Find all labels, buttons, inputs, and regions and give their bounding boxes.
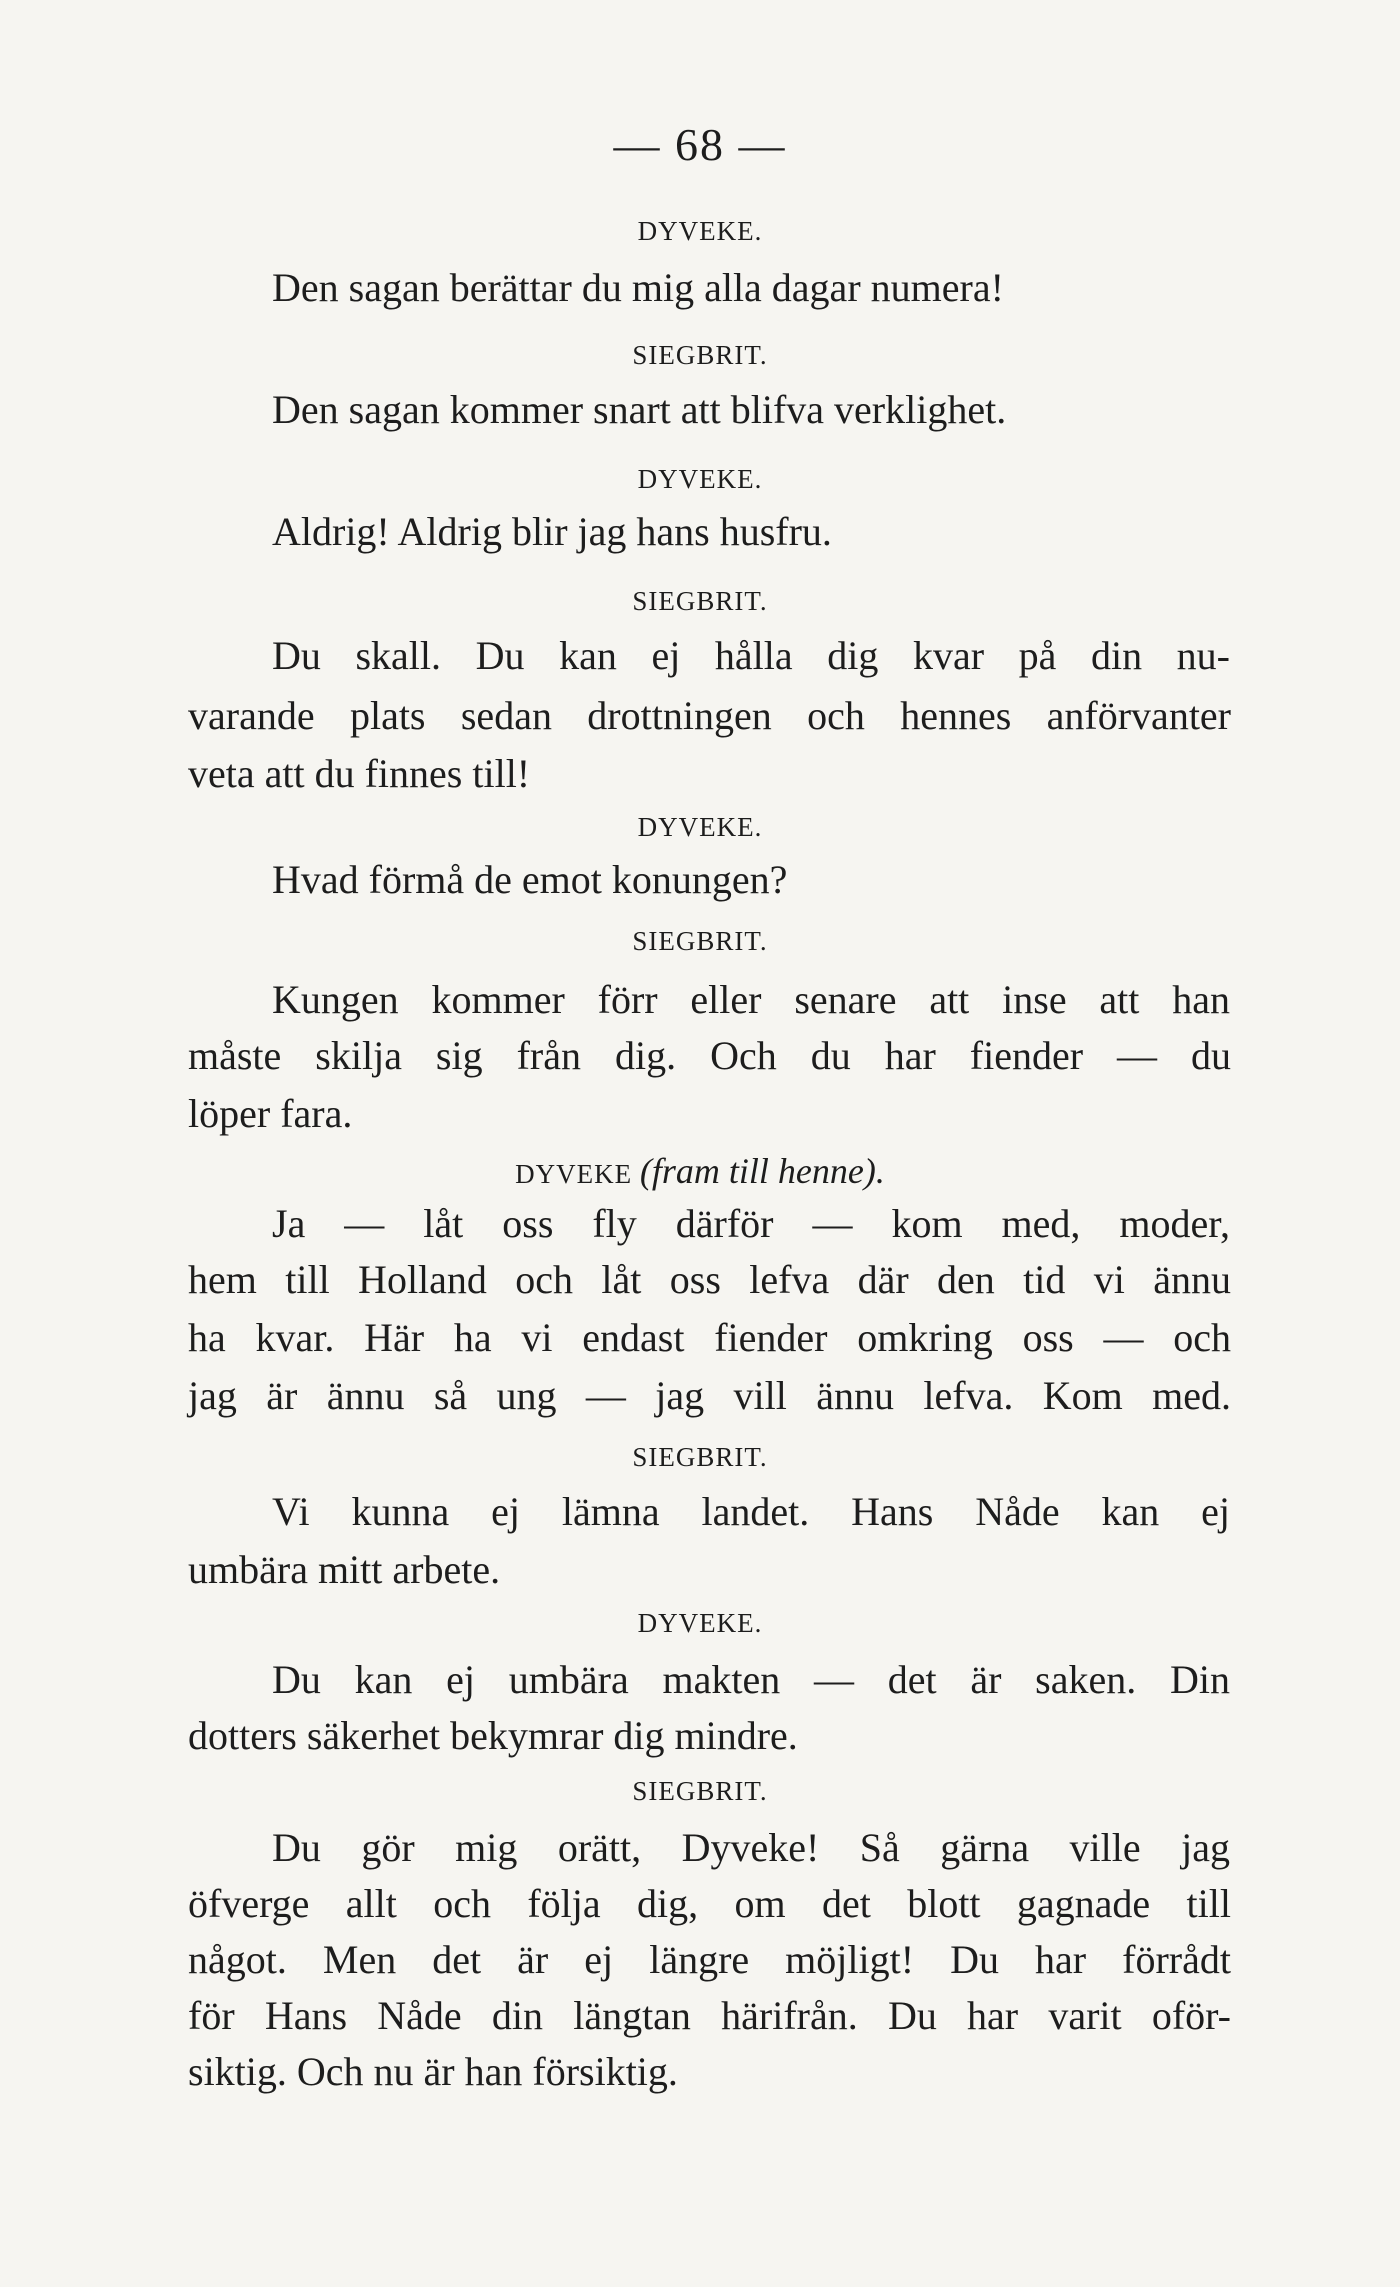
speaker-with-stage-direction (0, 1150, 1400, 1192)
dialogue-line: Kungen kommer förr eller senare att inse att han (272, 977, 1230, 1022)
dialogue-line: Ja — låt oss fly därför — kom med, moder, (272, 1201, 1230, 1246)
dialogue-line: för Hans Nåde din längtan härifrån. Du har varit oför- (188, 1993, 1231, 2038)
dialogue-line: umbära mitt arbete. (188, 1547, 501, 1592)
dialogue-line: Du kan ej umbära makten — det är saken. Din (272, 1657, 1230, 1702)
speaker-name: DYVEKE. (637, 1608, 763, 1638)
dialogue-line: måste skilja sig från dig. Och du har fiender — du (188, 1033, 1231, 1078)
dialogue-line: Du gör mig orätt, Dyveke! Så gärna ville jag (272, 1825, 1230, 1870)
speaker-name: DYVEKE. (637, 464, 763, 494)
page-number: — 68 — (613, 119, 787, 170)
dialogue-line: löper fara. (188, 1091, 353, 1136)
dialogue-line: Du skall. Du kan ej hålla dig kvar på din nu- (272, 633, 1230, 678)
dialogue-line: Den sagan berättar du mig alla dagar numera! (272, 265, 1004, 310)
speaker-name: SIEGBRIT. (632, 1776, 768, 1806)
dialogue-line: öfverge allt och följa dig, om det blott gagnade till (188, 1881, 1231, 1926)
dialogue-line: Aldrig! Aldrig blir jag hans husfru. (272, 509, 832, 554)
speaker-name: SIEGBRIT. (632, 586, 768, 616)
dialogue-line: dotters säkerhet bekymrar dig mindre. (188, 1713, 798, 1758)
dialogue-line: veta att du finnes till! (188, 751, 531, 796)
dialogue-line: varande plats sedan drottningen och hennes anförvanter (188, 693, 1231, 738)
dialogue-line: Vi kunna ej lämna landet. Hans Nåde kan ej (272, 1489, 1230, 1534)
dialogue-line: hem till Holland och låt oss lefva där den tid vi ännu (188, 1257, 1231, 1302)
speaker-name: SIEGBRIT. (632, 926, 768, 956)
dialogue-line: siktig. Och nu är han försiktig. (188, 2049, 678, 2094)
speaker-name: SIEGBRIT. (632, 340, 768, 370)
speaker-name: SIEGBRIT. (632, 1442, 768, 1472)
speaker-name: DYVEKE. (637, 812, 763, 842)
dialogue-line: ha kvar. Här ha vi endast fiender omkring oss — och (188, 1315, 1231, 1360)
speaker-name: DYVEKE (515, 1159, 633, 1189)
dialogue-line: jag är ännu så ung — jag vill ännu lefva. Kom med. (188, 1373, 1231, 1418)
dialogue-line: Hvad förmå de emot konungen? (272, 857, 788, 902)
stage-direction: (fram till henne). (639, 1151, 885, 1191)
speaker-name: DYVEKE. (637, 216, 763, 246)
dialogue-line: något. Men det är ej längre möjligt! Du har förrådt (188, 1937, 1231, 1982)
dialogue-line: Den sagan kommer snart att blifva verklighet. (272, 387, 1007, 432)
